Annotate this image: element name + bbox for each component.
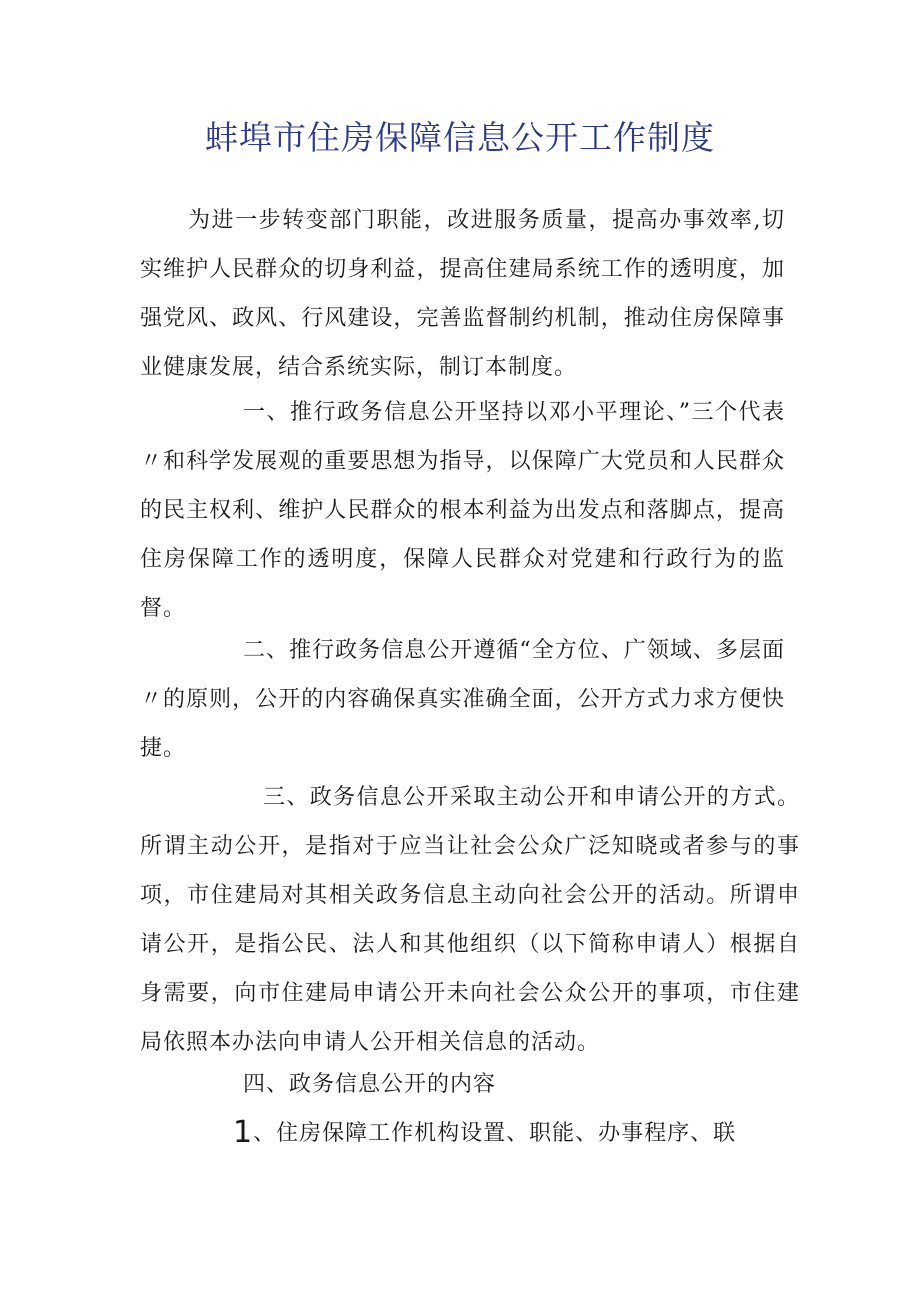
sub-item-number: 1 — [233, 1115, 254, 1150]
sub-item-text: 、住房保障工作机构设置、职能、办事程序、联 — [253, 1121, 737, 1146]
paragraph-item-3: 三、政务信息公开采取主动公开和申请公开的方式。所谓主动公开，是指对于应当让社会公众广泛知晓或者参与的事项，市住建局对其相关政务信息主动向社会公开的活动。所谓申请公开，是指公民、法人和其他组织（以下简称申请人）根据自身需要，向市住建局申请公开未向社会公众公开的事项，市住建局依照本办法向申请人公开相关信息的活动。 — [140, 785, 800, 1055]
paragraph-item-1: 一、推行政务信息公开坚持以邓小平理论、”三个代表〃和科学发展观的重要思想为指导，以保障广大党员和人民群众的民主权利、维护人民群众的根本利益为出发点和落脚点，提高住房保障工作的透明度，保障人民群众对党建和行政行为的监督。 — [140, 400, 785, 621]
paragraph-sub-item-1 — [233, 1108, 803, 1158]
paragraph-item-2: 二、推行政务信息公开遵循“全方位、广领域、多层面〃的原则，公开的内容确保真实准确全面，公开方式力求方便快捷。 — [140, 638, 785, 761]
paragraph-item-4-heading: 四、政务信息公开的内容 — [243, 1072, 497, 1097]
document-title: 蚌埠市住房保障信息公开工作制度 — [205, 118, 715, 157]
paragraph-intro: 为进一步转变部门职能，改进服务质量，提高办事效率,切实维护人民群众的切身利益，提高住建局系统工作的透明度，加强党风、政风、行风建设，完善监督制约机制，推动住房保障事业健康发展，结合系统实际，制订本制度。 — [140, 208, 785, 380]
